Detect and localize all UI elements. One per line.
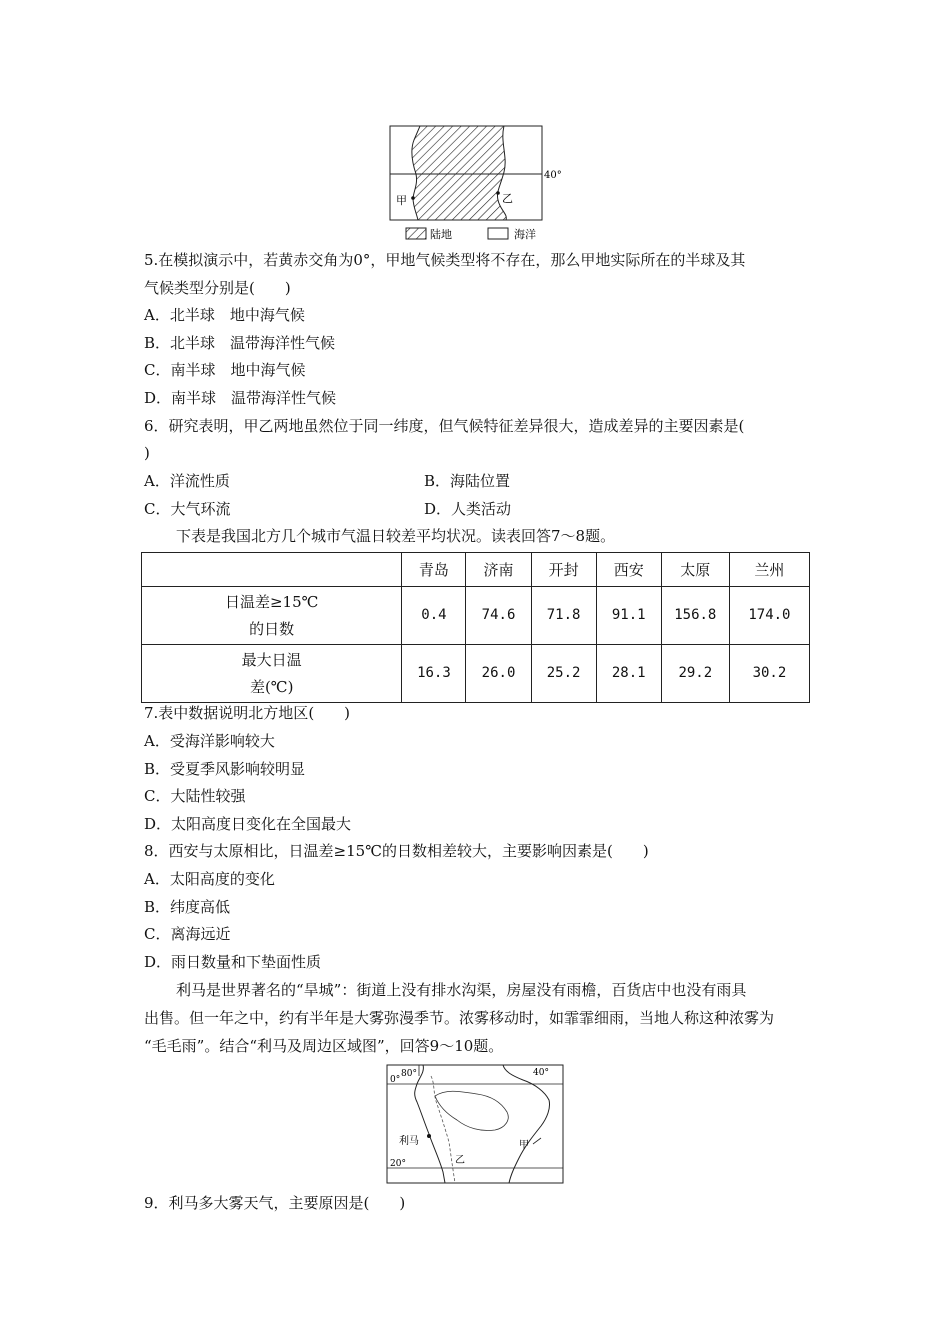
row-label	[142, 587, 402, 645]
table-cell: 16.3	[402, 645, 466, 703]
legend-land-swatch	[406, 228, 426, 239]
table-cell: 156.8	[661, 587, 729, 645]
row1-label-line1: 日温差≥15℃	[224, 592, 319, 611]
table-row	[142, 587, 810, 645]
q6-option-b: B．海陆位置	[424, 472, 511, 490]
table-cell: 91.1	[596, 587, 661, 645]
land-ocean-figure	[380, 122, 570, 244]
q9-stem: 9．利马多大雾天气，主要原因是( )	[144, 1194, 406, 1212]
table-cell: 174.0	[729, 587, 809, 645]
table-cell: 74.6	[466, 587, 531, 645]
passage-line1: 利马是世界著名的“旱城”：街道上没有排水沟渠，房屋没有雨檐，百货店中也没有雨具	[176, 981, 747, 999]
q6-option-a: A．洋流性质	[144, 472, 230, 490]
city-header: 济南	[466, 553, 531, 587]
lima-label: 利马	[399, 1136, 419, 1147]
q8-stem: 8．西安与太原相比，日温差≥15℃的日数相差较大，主要影响因素是( )	[144, 842, 649, 860]
point-jia-label: 甲	[396, 194, 407, 207]
q5-stem-line2: 气候类型分别是( )	[144, 279, 291, 297]
q6-option-c: C．大气环流	[144, 500, 231, 518]
table-header-row	[142, 553, 810, 587]
table-row	[142, 645, 810, 703]
q5-option-d: D．南半球 温带海洋性气候	[144, 389, 337, 407]
map-frame	[387, 1065, 563, 1183]
q7-option-b: B．受夏季风影响较明显	[144, 760, 306, 778]
passage-line3: “毛毛雨”。结合“利马及周边区域图”，回答9～10题。	[144, 1037, 504, 1055]
q8-option-d: D．雨日数量和下垫面性质	[144, 953, 322, 971]
table-intro: 下表是我国北方几个城市气温日较差平均状况。读表回答7～8题。	[176, 527, 616, 545]
equator-label: 0°	[390, 1075, 401, 1085]
table-cell: 26.0	[466, 645, 531, 703]
table-cell: 29.2	[661, 645, 729, 703]
city-header: 青岛	[402, 553, 466, 587]
q5-option-c: C．南半球 地中海气候	[144, 361, 306, 379]
city-header: 太原	[661, 553, 729, 587]
meridian-80-label: 80°	[401, 1069, 417, 1079]
table-cell: 71.8	[531, 587, 596, 645]
q7-option-c: C．大陆性较强	[144, 787, 246, 805]
point-yi-map-label: 乙	[455, 1155, 465, 1166]
q5-option-a: A．北半球 地中海气候	[144, 306, 305, 324]
passage-line2: 出售。但一年之中，约有半年是大雾弥漫季节。浓雾移动时，如霏霏细雨，当地人称这种浓雾为	[144, 1009, 775, 1027]
point-yi-marker	[496, 191, 500, 195]
legend-ocean-swatch	[488, 228, 508, 239]
table-corner-cell	[142, 553, 402, 587]
row1-label-line2: 的日数	[249, 619, 295, 638]
city-header: 西安	[596, 553, 661, 587]
q7-option-d: D．太阳高度日变化在全国最大	[144, 815, 352, 833]
table-cell: 0.4	[402, 587, 466, 645]
q5-stem-line1: 5.在模拟演示中，若黄赤交角为0°，甲地气候类型将不存在，那么甲地实际所在的半球及其	[144, 251, 746, 269]
q6-option-d: D．人类活动	[424, 500, 512, 518]
q7-option-a: A．受海洋影响较大	[144, 732, 275, 750]
meridian-40-label: 40°	[533, 1068, 549, 1078]
legend-land-label: 陆地	[430, 228, 452, 241]
legend-ocean-label: 海洋	[514, 228, 536, 241]
row2-label-line2: 差(℃)	[249, 677, 294, 696]
point-jia-map-label: 甲	[519, 1140, 529, 1151]
temperature-range-table	[141, 552, 810, 703]
city-header: 兰州	[729, 553, 809, 587]
point-jia-marker	[411, 196, 415, 200]
row-label	[142, 645, 402, 703]
q5-option-b: B．北半球 温带海洋性气候	[144, 334, 336, 352]
q8-option-b: B．纬度高低	[144, 898, 231, 916]
table-cell: 25.2	[531, 645, 596, 703]
point-yi-label: 乙	[502, 192, 513, 205]
figure1-land	[412, 126, 506, 220]
table-cell: 30.2	[729, 645, 809, 703]
tropic-label: 20°	[390, 1159, 406, 1169]
q7-stem: 7.表中数据说明北方地区( )	[144, 704, 351, 722]
lima-marker	[427, 1134, 431, 1138]
row2-label-line1: 最大日温	[241, 650, 302, 669]
q6-stem-line2: )	[144, 444, 150, 462]
q8-option-c: C．离海远近	[144, 925, 231, 943]
latitude-40-label: 40°	[544, 170, 562, 181]
q6-stem-line1: 6．研究表明，甲乙两地虽然位于同一纬度，但气候特征差异很大，造成差异的主要因素是(	[144, 417, 745, 435]
lima-region-map	[383, 1062, 565, 1188]
table-cell: 28.1	[596, 645, 661, 703]
q8-option-a: A．太阳高度的变化	[144, 870, 275, 888]
city-header: 开封	[531, 553, 596, 587]
